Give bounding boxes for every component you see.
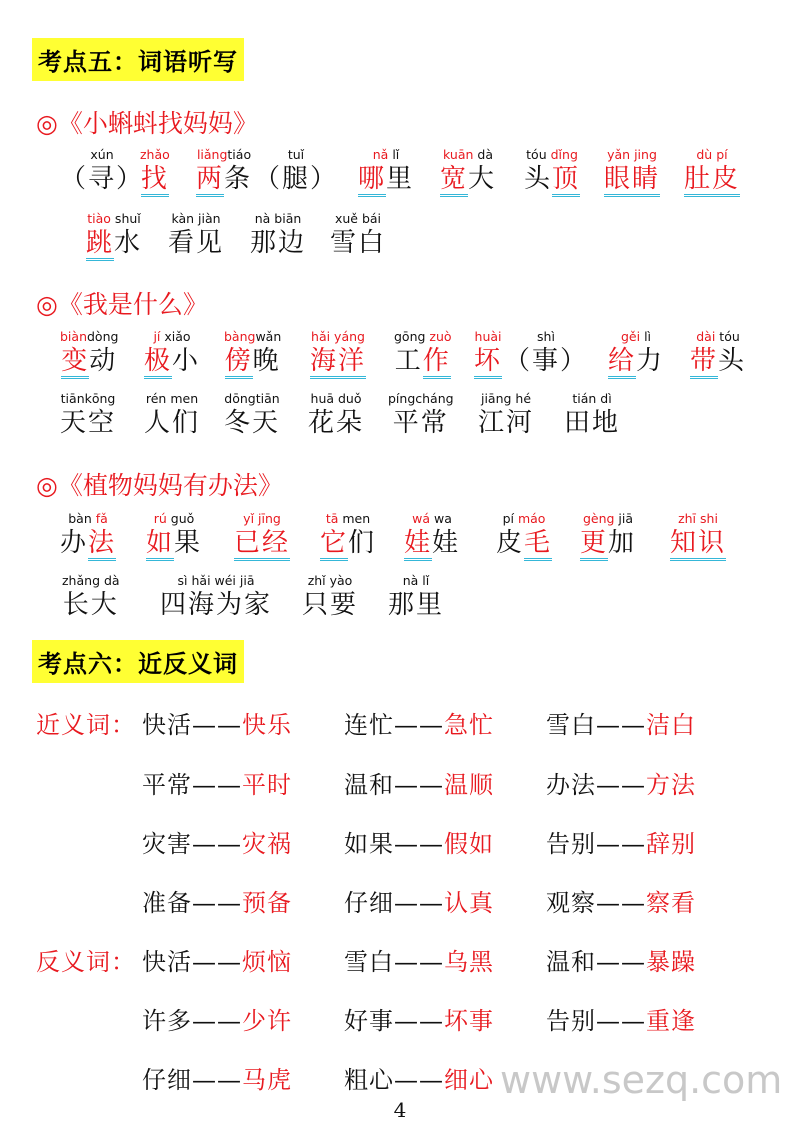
hanzi: 给力: [608, 346, 664, 376]
pinyin: liǎngtiáo: [196, 147, 252, 162]
vocab-word: [394, 330, 452, 376]
pinyin: yǐ jīng: [243, 511, 281, 526]
hanzi: 办法: [60, 528, 116, 558]
vocab-word: [330, 212, 386, 258]
hanzi: 坏: [474, 346, 502, 376]
vocab-word: [580, 512, 636, 558]
hanzi: 雪白: [330, 228, 387, 258]
vocab-word: [60, 392, 116, 438]
hanzi: 娃娃: [404, 528, 460, 558]
pinyin: xún: [90, 147, 114, 162]
vocab-word: [234, 512, 290, 558]
hanzi: 傍晚: [224, 346, 281, 376]
vocab-word: [60, 148, 144, 194]
antonym-pair: 告别——重逢: [546, 1007, 696, 1035]
pinyin: xuě bái: [334, 211, 382, 226]
vocab-word: [564, 392, 620, 438]
pinyin: tā men: [325, 511, 371, 526]
vocab-word: [310, 330, 366, 376]
pinyin: hǎi yáng: [311, 329, 365, 344]
pinyin: rén men: [145, 391, 199, 406]
synonym-pair: 灾害——灾祸: [142, 830, 292, 858]
lesson-title: ◎《小蝌蚪找妈妈》: [36, 109, 258, 138]
vocab-word: [254, 148, 338, 194]
antonym-pair: 粗心——细心: [344, 1066, 494, 1094]
antonym-pair: 许多——少许: [142, 1007, 292, 1035]
pinyin: jiāng hé: [480, 391, 532, 406]
pinyin: nǎ lǐ: [372, 147, 400, 162]
hanzi: 它们: [320, 528, 376, 558]
vocab-word: [440, 148, 496, 194]
vocab-word: [60, 330, 118, 376]
vocab-word: [250, 212, 306, 258]
hanzi: 冬天: [224, 408, 281, 438]
pinyin: tián dì: [572, 391, 612, 406]
vocab-word: [604, 148, 660, 194]
hanzi: 变动: [60, 346, 118, 376]
synonym-pair: 告别——辞别: [546, 830, 696, 858]
lesson-title: ◎《植物妈妈有办法》: [36, 471, 283, 500]
antonym-pair: 仔细——马虎: [142, 1066, 292, 1094]
hanzi: 只要: [302, 590, 359, 620]
pinyin: wá wa: [412, 511, 452, 526]
vocab-word: [60, 512, 116, 558]
vocab-word: [504, 330, 588, 376]
vocab-word: [474, 330, 502, 376]
hanzi: （事）: [504, 346, 589, 376]
hanzi: 肚皮: [684, 164, 740, 194]
vocab-word: [496, 512, 552, 558]
vocab-word: [144, 330, 200, 376]
antonym-pair: 温和——暴躁: [546, 948, 696, 976]
antonym-pair: 好事——坏事: [344, 1007, 494, 1035]
lesson-title: ◎《我是什么》: [36, 290, 208, 319]
synonym-pair: 如果——假如: [344, 830, 494, 858]
synonym-pair: 观察——察看: [546, 889, 696, 917]
hanzi: 眼睛: [604, 164, 660, 194]
hanzi: 平常: [392, 408, 449, 438]
vocab-word: [404, 512, 460, 558]
pinyin: jí xiǎo: [153, 329, 191, 344]
hanzi: 四海为家: [160, 590, 273, 620]
synonym-pair: 平常——平时: [142, 771, 292, 799]
pinyin: gěi lì: [621, 329, 652, 344]
hanzi: 天空: [60, 408, 117, 438]
pinyin: bàngwǎn: [224, 329, 282, 344]
pinyin: zhǐ yào: [307, 573, 353, 588]
pinyin: dài tóu: [696, 329, 740, 344]
hanzi: 极小: [144, 346, 200, 376]
vocab-word: [358, 148, 414, 194]
hanzi: 跳水: [86, 228, 142, 258]
vocab-word: [224, 392, 280, 438]
hanzi: 田地: [564, 408, 621, 438]
vocab-word: [478, 392, 534, 438]
vocab-word: [684, 148, 740, 194]
pinyin: dù pí: [696, 147, 728, 162]
hanzi: 头顶: [524, 164, 580, 194]
hanzi: 皮毛: [496, 528, 552, 558]
synonym-pair: 仔细——认真: [344, 889, 494, 917]
vocab-word: [224, 330, 281, 376]
vocab-word: [140, 148, 170, 194]
pinyin: kuān dà: [443, 147, 493, 162]
hanzi: 宽大: [440, 164, 496, 194]
hanzi: 那边: [250, 228, 307, 258]
hanzi: 人们: [144, 408, 201, 438]
pinyin: píngcháng: [388, 391, 454, 406]
synonym-pair: 办法——方法: [546, 771, 696, 799]
pinyin: kàn jiàn: [171, 211, 221, 226]
pinyin: zhī shi: [678, 511, 718, 526]
vocab-word: [196, 148, 252, 194]
synonym-pair: 温和——温顺: [344, 771, 494, 799]
pinyin: nà lǐ: [402, 573, 430, 588]
page-number: 4: [393, 1098, 407, 1122]
pinyin: biàndòng: [60, 329, 119, 344]
pinyin: tiào shuǐ: [87, 211, 141, 226]
vocab-word: [608, 330, 664, 376]
vocab-word: [168, 212, 224, 258]
vocab-word: [308, 392, 364, 438]
hanzi: 哪里: [358, 164, 414, 194]
hanzi: 带头: [690, 346, 746, 376]
pinyin: sì hǎi wéi jiā: [177, 573, 255, 588]
hanzi: （腿）: [254, 164, 339, 194]
pinyin: zhǎng dà: [62, 573, 120, 588]
pinyin: bàn fǎ: [68, 511, 108, 526]
hanzi: （寻）: [60, 164, 145, 194]
vocab-word: [320, 512, 376, 558]
pinyin: yǎn jing: [607, 147, 657, 162]
pinyin: tuǐ: [287, 147, 305, 162]
pinyin: pí máo: [502, 511, 546, 526]
hanzi: 花朵: [308, 408, 365, 438]
hanzi: 更加: [580, 528, 636, 558]
hanzi: 海洋: [310, 346, 366, 376]
antonym-pair: 快活——烦恼: [142, 948, 292, 976]
hanzi: 那里: [388, 590, 445, 620]
hanzi: 如果: [146, 528, 202, 558]
pinyin: nà biān: [254, 211, 302, 226]
hanzi: 看见: [168, 228, 225, 258]
vocab-word: [302, 574, 358, 620]
antonyms-label: 反义词：: [36, 948, 136, 976]
pinyin: huā duǒ: [310, 391, 362, 406]
synonym-pair: 连忙——急忙: [344, 711, 494, 739]
pinyin: zhǎo: [140, 147, 170, 162]
synonym-pair: 雪白——洁白: [546, 711, 696, 739]
vocab-word: [146, 512, 202, 558]
vocab-word: [86, 212, 142, 258]
pinyin: tiānkōng: [60, 391, 116, 406]
hanzi: 长大: [62, 590, 119, 620]
vocab-word: [670, 512, 726, 558]
hanzi: 江河: [478, 408, 535, 438]
synonym-pair: 快活——快乐: [142, 711, 292, 739]
hanzi: 知识: [670, 528, 726, 558]
vocab-word: [62, 574, 120, 620]
heading-kaodian5: 考点五：词语听写: [32, 38, 244, 81]
hanzi: 工作: [394, 346, 452, 376]
pinyin: gèng jiā: [582, 511, 634, 526]
antonym-pair: 雪白——乌黑: [344, 948, 494, 976]
vocab-word: [388, 392, 454, 438]
pinyin: tóu dǐng: [526, 147, 578, 162]
vocab-word: [690, 330, 746, 376]
hanzi: 已经: [234, 528, 290, 558]
watermark: www.sezq.com: [500, 1058, 783, 1102]
hanzi: 找: [140, 164, 170, 194]
pinyin: shì: [537, 329, 555, 344]
vocab-word: [524, 148, 580, 194]
hanzi: 两条: [196, 164, 252, 194]
pinyin: rú guǒ: [153, 511, 195, 526]
vocab-word: [160, 574, 272, 620]
pinyin: dōngtiān: [224, 391, 280, 406]
vocab-word: [388, 574, 444, 620]
synonyms-label: 近义词：: [36, 711, 136, 739]
vocab-word: [144, 392, 200, 438]
pinyin: gōng zuò: [394, 329, 452, 344]
pinyin: huài: [474, 329, 502, 344]
synonym-pair: 准备——预备: [142, 889, 292, 917]
heading-kaodian6: 考点六：近反义词: [32, 640, 244, 683]
